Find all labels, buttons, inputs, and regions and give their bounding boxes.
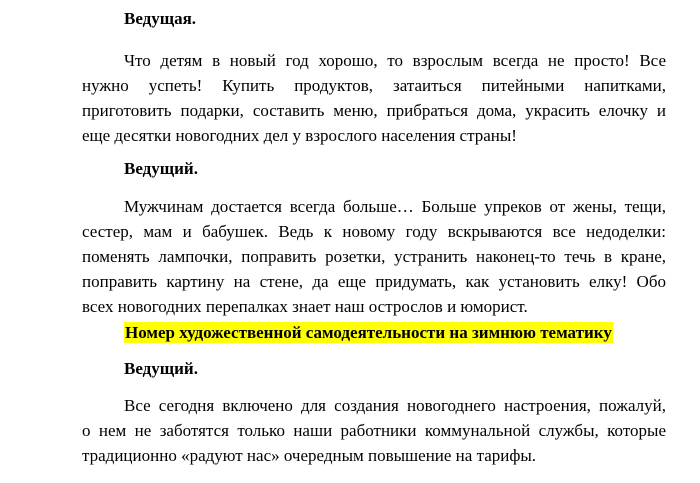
speaker-heading: [82, 156, 666, 181]
paragraph-line: Все сегодня включено для создания новогоднего настроения, пожалуй,: [124, 396, 666, 415]
paragraph-line: традиционно «радуют нас» очередным повышение на тарифы.: [82, 446, 537, 465]
speaker-heading: [82, 356, 666, 381]
paragraph-line: Мужчинам достается всегда больше… Больше упреков от жены, тещи,: [124, 197, 666, 216]
paragraph-line: всех новогодних перепалках знает наш острослов и юморист.: [82, 297, 528, 316]
speaker-heading: [82, 6, 666, 31]
paragraph-line: Что детям в новый год хорошо, то взрослым всегда не просто! Все: [124, 51, 666, 70]
speaker-name: Ведущий.: [124, 359, 198, 378]
paragraph-line: поправить картину на стене, да еще придумать, как установить елку! Обо: [82, 272, 666, 291]
speaker-name: Ведущая.: [124, 9, 197, 28]
paragraph-line: о нем не заботятся только наши работники коммунальной службы, которые: [82, 421, 666, 440]
paragraph-line: сестер, мам и бабушек. Ведь к новому году вскрываются все недоделки:: [82, 222, 666, 241]
paragraph-line: нужно успеть! Купить продуктов, затаиться питейными напитками,: [82, 76, 666, 95]
paragraph-line: поменять лампочки, поправить розетки, устранить наконец-то течь в кране,: [82, 247, 666, 266]
paragraph: [82, 194, 666, 319]
paragraph: [82, 48, 666, 148]
highlighted-program-item: [124, 320, 613, 345]
speaker-name: Ведущий.: [124, 159, 198, 178]
paragraph-line: еще десятки новогодних дел у взрослого населения страны!: [82, 126, 517, 145]
highlight-text: Номер художественной самодеятельности на зимнюю тематику: [125, 323, 612, 342]
paragraph-line: приготовить подарки, составить меню, прибраться дома, украсить елочку и: [82, 101, 666, 120]
paragraph: [82, 393, 666, 468]
